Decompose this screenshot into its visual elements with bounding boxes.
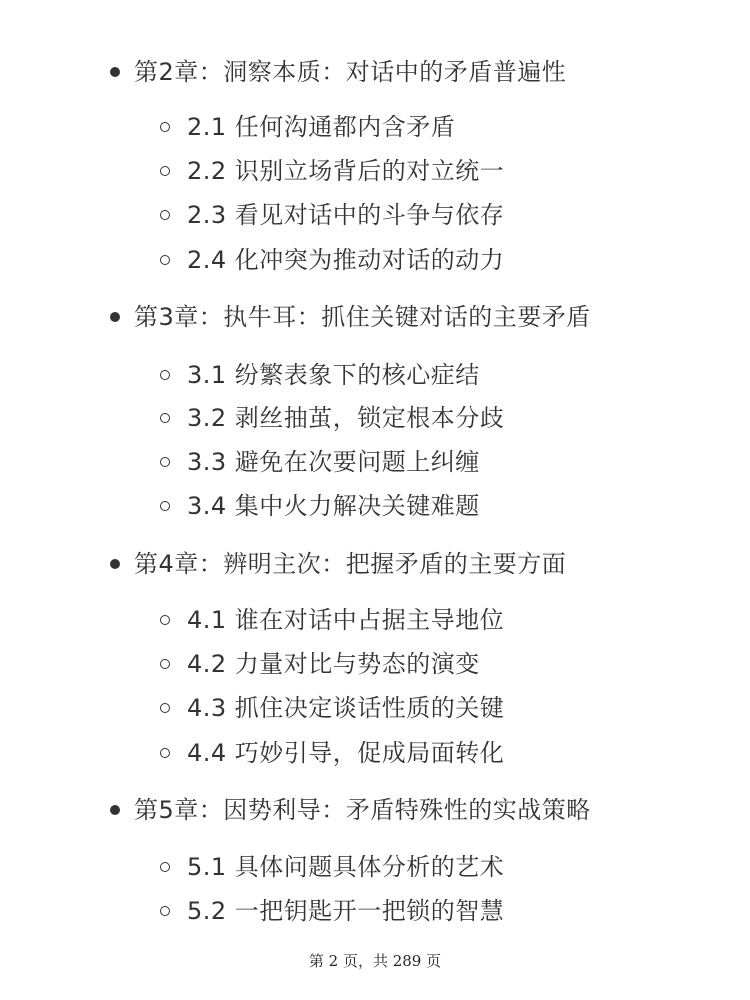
bullet-circle-icon	[160, 906, 170, 916]
bullet-circle-icon	[160, 748, 170, 758]
bullet-circle-icon	[160, 659, 170, 669]
section-title: 3.2 剥丝抽茧，锁定根本分歧	[187, 404, 505, 432]
bullet-disc-icon	[110, 312, 120, 322]
bullet-disc-icon	[110, 67, 120, 77]
section-item[interactable]	[160, 735, 504, 771]
section-item[interactable]	[160, 242, 504, 278]
bullet-circle-icon	[160, 703, 170, 713]
section-item[interactable]	[160, 849, 504, 885]
bullet-disc-icon	[110, 559, 120, 569]
chapter-title: 第2章：洞察本质：对话中的矛盾普遍性	[134, 58, 567, 86]
section-item[interactable]	[160, 690, 504, 726]
bullet-circle-icon	[160, 122, 170, 132]
bullet-circle-icon	[160, 501, 170, 511]
section-title: 2.4 化冲突为推动对话的动力	[187, 246, 505, 274]
section-item[interactable]	[160, 488, 480, 524]
section-item[interactable]	[160, 109, 455, 145]
bullet-circle-icon	[160, 210, 170, 220]
section-item[interactable]	[160, 646, 480, 682]
section-title: 5.1 具体问题具体分析的艺术	[187, 853, 505, 881]
chapter-item[interactable]	[110, 792, 591, 828]
bullet-circle-icon	[160, 862, 170, 872]
section-item[interactable]	[160, 197, 504, 233]
section-item[interactable]	[160, 444, 480, 480]
chapter-title: 第4章：辨明主次：把握矛盾的主要方面	[134, 550, 567, 578]
section-title: 4.1 谁在对话中占据主导地位	[187, 606, 505, 634]
bullet-circle-icon	[160, 615, 170, 625]
section-title: 4.2 力量对比与势态的演变	[187, 650, 480, 678]
section-title: 2.3 看见对话中的斗争与依存	[187, 201, 505, 229]
bullet-disc-icon	[110, 805, 120, 815]
section-item[interactable]	[160, 893, 504, 929]
bullet-circle-icon	[160, 255, 170, 265]
section-title: 3.3 避免在次要问题上纠缠	[187, 448, 480, 476]
section-title: 5.2 一把钥匙开一把锁的智慧	[187, 897, 505, 925]
section-item[interactable]	[160, 153, 504, 189]
chapter-item[interactable]	[110, 299, 591, 335]
bullet-circle-icon	[160, 370, 170, 380]
section-item[interactable]	[160, 357, 480, 393]
chapter-title: 第5章：因势利导：矛盾特殊性的实战策略	[134, 796, 591, 824]
section-title: 4.3 抓住决定谈话性质的关键	[187, 694, 505, 722]
section-title: 2.2 识别立场背后的对立统一	[187, 157, 505, 185]
section-title: 4.4 巧妙引导，促成局面转化	[187, 739, 505, 767]
section-item[interactable]	[160, 400, 504, 436]
section-title: 2.1 任何沟通都内含矛盾	[187, 113, 456, 141]
section-title: 3.1 纷繁表象下的核心症结	[187, 361, 480, 389]
chapter-title: 第3章：执牛耳：抓住关键对话的主要矛盾	[134, 303, 591, 331]
bullet-circle-icon	[160, 413, 170, 423]
section-item[interactable]	[160, 602, 504, 638]
chapter-item[interactable]	[110, 546, 566, 582]
section-title: 3.4 集中火力解决关键难题	[187, 492, 480, 520]
bullet-circle-icon	[160, 166, 170, 176]
bullet-circle-icon	[160, 457, 170, 467]
chapter-item[interactable]	[110, 54, 566, 90]
page-number-footer: 第 2 页，共 289 页	[308, 952, 442, 970]
